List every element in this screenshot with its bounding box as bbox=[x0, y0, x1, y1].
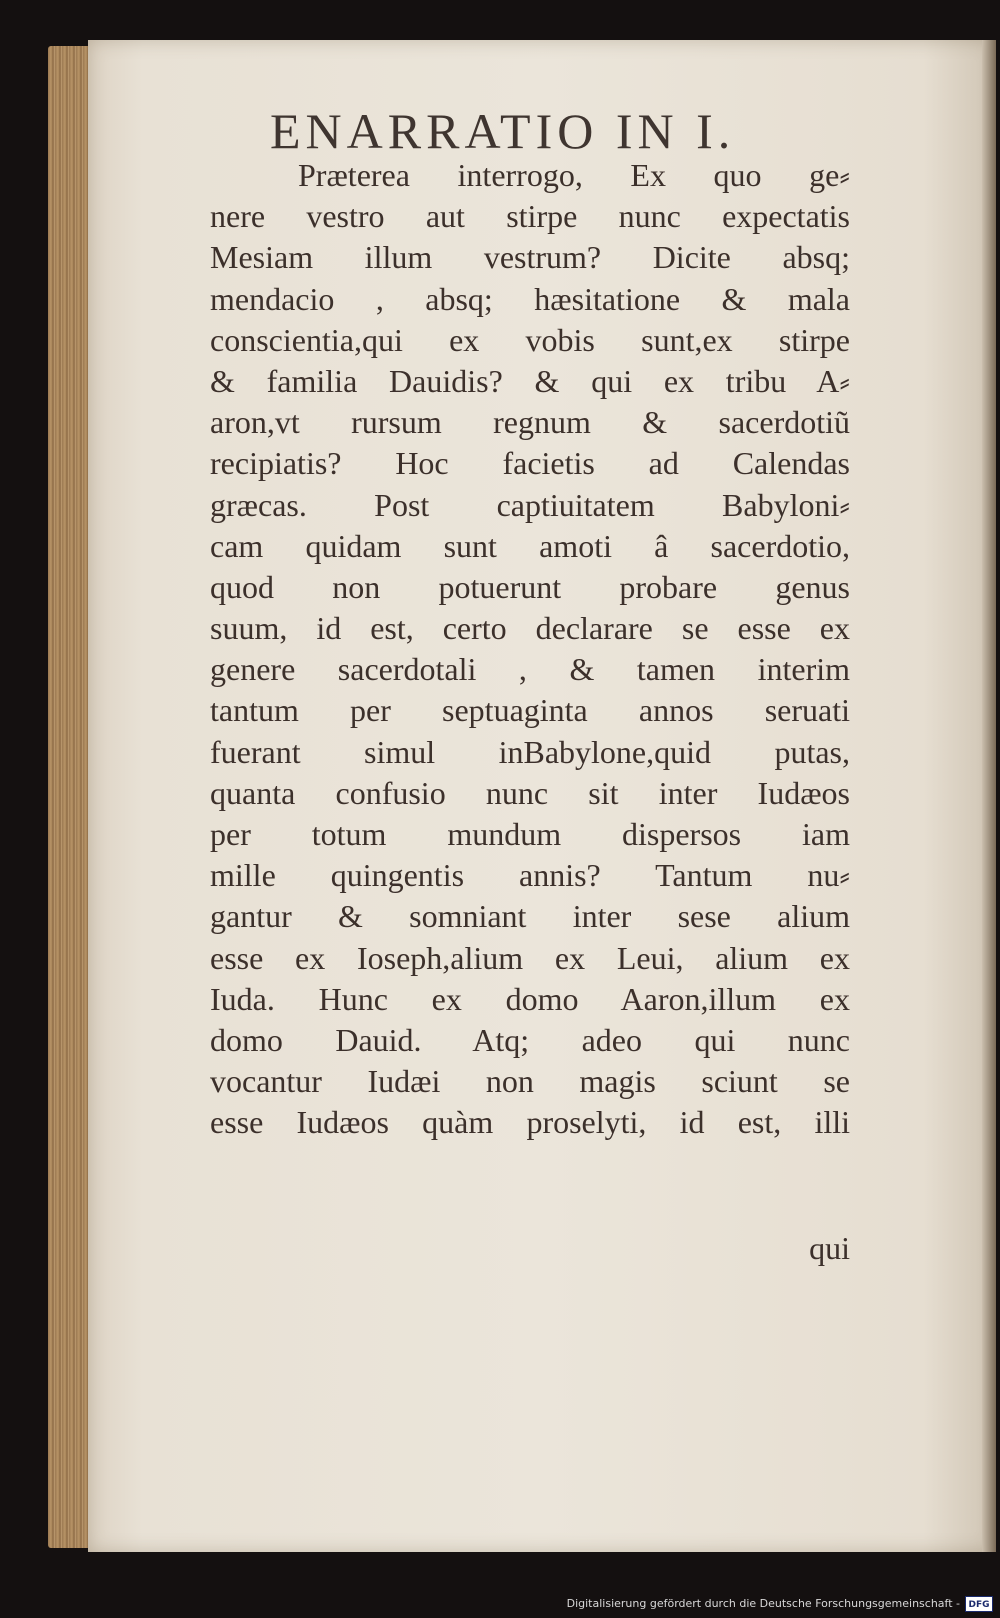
text-line: esse ex Ioseph,alium ex Leui, alium ex bbox=[210, 939, 850, 976]
text-line: conscientia,qui ex vobis sunt,ex stirpe bbox=[210, 321, 850, 358]
text-line: & familia Dauidis? & qui ex tribu A⸗ bbox=[210, 362, 850, 399]
text-line: esse Iudæos quàm proselyti, id est, illi bbox=[210, 1104, 850, 1141]
text-line: genere sacerdotali , & tamen interim bbox=[210, 651, 850, 688]
text-line: græcas. Post captiuitatem Babyloni⸗ bbox=[210, 486, 850, 523]
text-line: vocantur Iudæi non magis sciunt se bbox=[210, 1063, 850, 1100]
text-line: Mesiam illum vestrum? Dicite absq; bbox=[210, 239, 850, 276]
dfg-logo: DFG bbox=[965, 1596, 993, 1612]
text-line: suum, id est, certo declarare se esse ex bbox=[210, 610, 850, 647]
page-gutter-shadow bbox=[982, 40, 996, 1552]
text-line: quod non potuerunt probare genus bbox=[210, 568, 850, 605]
text-line: per totum mundum dispersos iam bbox=[210, 816, 850, 852]
text-line: quanta confusio nunc sit inter Iudæos bbox=[210, 774, 850, 811]
text-block bbox=[210, 155, 850, 1235]
text-line: fuerant simul inBabylone,quid putas, bbox=[210, 733, 850, 770]
running-head: ENARRATIO IN I. bbox=[270, 103, 736, 159]
text-line: domo Dauid. Atq; adeo qui nunc bbox=[210, 1021, 850, 1058]
text-line: cam quidam sunt amoti â sacerdotio, bbox=[210, 527, 850, 564]
text-line: mendacio , absq; hæsitatione & mala bbox=[210, 280, 850, 317]
text-line: recipiatis? Hoc facietis ad Calendas bbox=[210, 445, 850, 482]
text-line: tantum per septuaginta annos seruati bbox=[210, 692, 850, 729]
text-line: aron,vt rursum regnum & sacerdotiũ bbox=[210, 404, 850, 441]
text-line: Iuda. Hunc ex domo Aaron,illum ex bbox=[210, 980, 850, 1017]
text-line: mille quingentis annis? Tantum nu⸗ bbox=[210, 857, 850, 894]
text-line: Præterea interrogo, Ex quo ge⸗ bbox=[298, 157, 850, 193]
text-line: nere vestro aut stirpe nunc expectatis bbox=[210, 198, 850, 235]
text-line: gantur & somniant inter sese alium bbox=[210, 898, 850, 935]
catchword: qui bbox=[809, 1230, 850, 1266]
digitization-credit: Digitalisierung gefördert durch die Deutsche Forschungsgemeinschaft - bbox=[566, 1597, 960, 1610]
